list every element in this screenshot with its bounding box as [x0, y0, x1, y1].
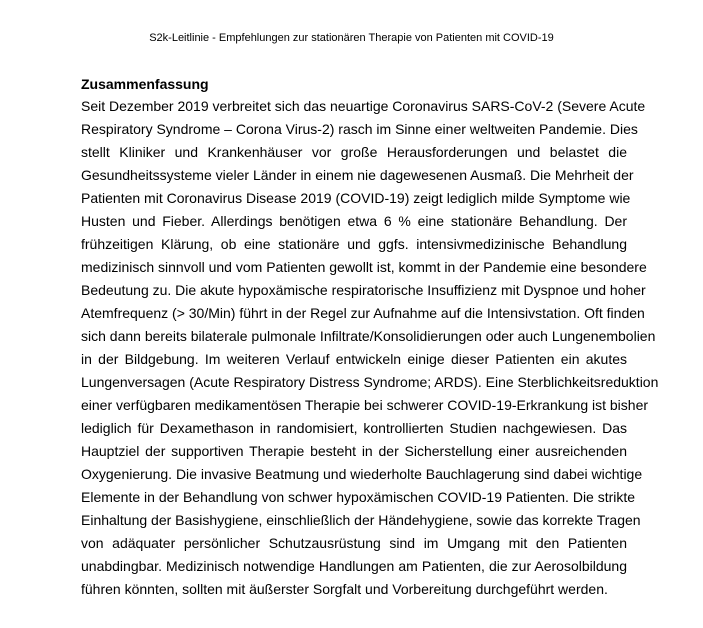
paragraph-line: frühzeitigen Klärung, ob eine stationäre und ggfs. intensivmedizinische Behandlung — [81, 236, 627, 252]
paragraph-line: sich dann bereits bilaterale pulmonale Infiltrate/Konsolidierungen oder auch Lungenembolien — [81, 328, 656, 344]
paragraph-line: Seit Dezember 2019 verbreitet sich das neuartige Coronavirus SARS-CoV-2 (Severe Acute — [81, 98, 646, 114]
paragraph-line: Respiratory Syndrome – Corona Virus-2) rasch im Sinne einer weltweiten Pandemie. Dies — [81, 121, 638, 137]
paragraph-line: Hauptziel der supportiven Therapie besteht in der Sicherstellung einer ausreichenden — [81, 443, 627, 459]
paragraph-line: von adäquater persönlicher Schutzausrüstung sind im Umgang mit den Patienten — [81, 535, 627, 551]
paragraph-line: unabdingbar. Medizinisch notwendige Handlungen am Patienten, die zur Aerosolbildung — [81, 558, 627, 574]
paragraph-line: Bedeutung zu. Die akute hypoxämische respiratorische Insuffizienz mit Dyspnoe und hoher — [81, 282, 646, 298]
paragraph-line: Oxygenierung. Die invasive Beatmung und wiederholte Bauchlagerung sind dabei wichtige — [81, 466, 643, 482]
paragraph-line: Elemente in der Behandlung von schwer hypoxämischen COVID-19 Patienten. Die strikte — [81, 489, 636, 505]
paragraph-line: führen könnten, sollten mit äußerster Sorgfalt und Vorbereitung durchgeführt werden. — [81, 581, 608, 597]
paragraph-line: Patienten mit Coronavirus Disease 2019 (COVID-19) zeigt lediglich milde Symptome wie — [81, 190, 631, 206]
paragraph-line: stellt Kliniker und Krankenhäuser vor große Herausforderungen und belastet die — [81, 144, 627, 160]
paragraph-line: einer verfügbaren medikamentösen Therapie bei schwerer COVID-19-Erkrankung ist bisher — [81, 397, 649, 413]
section-title: Zusammenfassung — [81, 76, 209, 92]
paragraph-line: Husten und Fieber. Allerdings benötigen etwa 6 % eine stationäre Behandlung. Der — [81, 213, 627, 229]
summary-paragraph — [81, 95, 659, 601]
paragraph-line: medizinisch sinnvoll und vom Patienten gewollt ist, kommt in der Pandemie eine besondere — [81, 259, 647, 275]
paragraph-line: Atemfrequenz (> 30/Min) führt in der Regel zur Aufnahme auf die Intensivstation. Oft finden — [81, 305, 645, 321]
paragraph-line: in der Bildgebung. Im weiteren Verlauf entwickeln einige dieser Patienten ein akutes — [81, 351, 627, 367]
paragraph-line: Lungenversagen (Acute Respiratory Distress Syndrome; ARDS). Eine Sterblichkeitsreduktion — [81, 374, 659, 390]
paragraph-line: lediglich für Dexamethason in randomisiert, kontrollierten Studien nachgewiesen. Das — [81, 420, 627, 436]
paragraph-line: Gesundheitssysteme vieler Länder in einem nie dagewesenen Ausmaß. Die Mehrheit der — [81, 167, 634, 183]
running-header: S2k-Leitlinie - Empfehlungen zur stationären Therapie von Patienten mit COVID-19 — [149, 32, 554, 44]
paragraph-line: Einhaltung der Basishygiene, einschließlich der Händehygiene, sowie das korrekte Tragen — [81, 512, 641, 528]
